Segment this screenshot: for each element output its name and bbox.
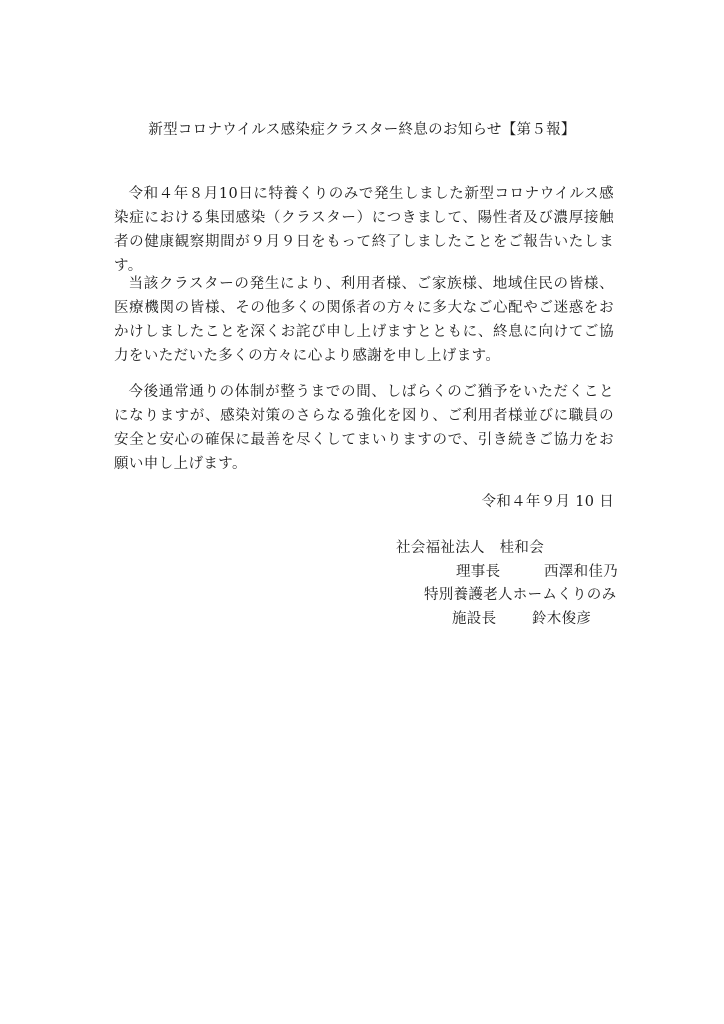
paragraph-1: 令和４年８月10日に特養くりのみで発生しました新型コロナウイルス感染症における集団感染（クラスター）につきまして、陽性者及び濃厚接触者の健康観察期間が９月９日をもって終了しましたことをご報告いたします。 — [114, 186, 614, 274]
director-title: 施設長 — [452, 611, 497, 627]
chair-name: 西澤和佳乃 — [544, 564, 618, 580]
paragraph-3: 今後通常通りの体制が整うまでの間、しばらくのご猶予をいただくことになりますが、感染対策のさらなる強化を図り、ご利用者様並びに職員の安全と安心の確保に最善を尽くしてまいりますので、引き続きご協力をお願い申し上げます。 — [114, 384, 614, 472]
organization-name: 社会福祉法人 桂和会 — [396, 540, 544, 556]
document-title: 新型コロナウイルス感染症クラスター終息のお知らせ【第５報】 — [148, 122, 576, 138]
paragraph-2: 当該クラスターの発生により、利用者様、ご家族様、地域住民の皆様、医療機関の皆様、その他多くの関係者の方々に多大なご心配やご迷惑をおかけしましたことを深くお詫び申し上げますとともに、終息に向けてご協力をいただいた多くの方々に心より感謝を申し上げます。 — [114, 276, 614, 364]
issue-date: 令和４年９月 10 日 — [481, 494, 614, 510]
facility-name: 特別養護老人ホームくりのみ — [424, 587, 617, 603]
director-name: 鈴木俊彦 — [532, 611, 592, 627]
chair-title: 理事長 — [456, 564, 501, 580]
